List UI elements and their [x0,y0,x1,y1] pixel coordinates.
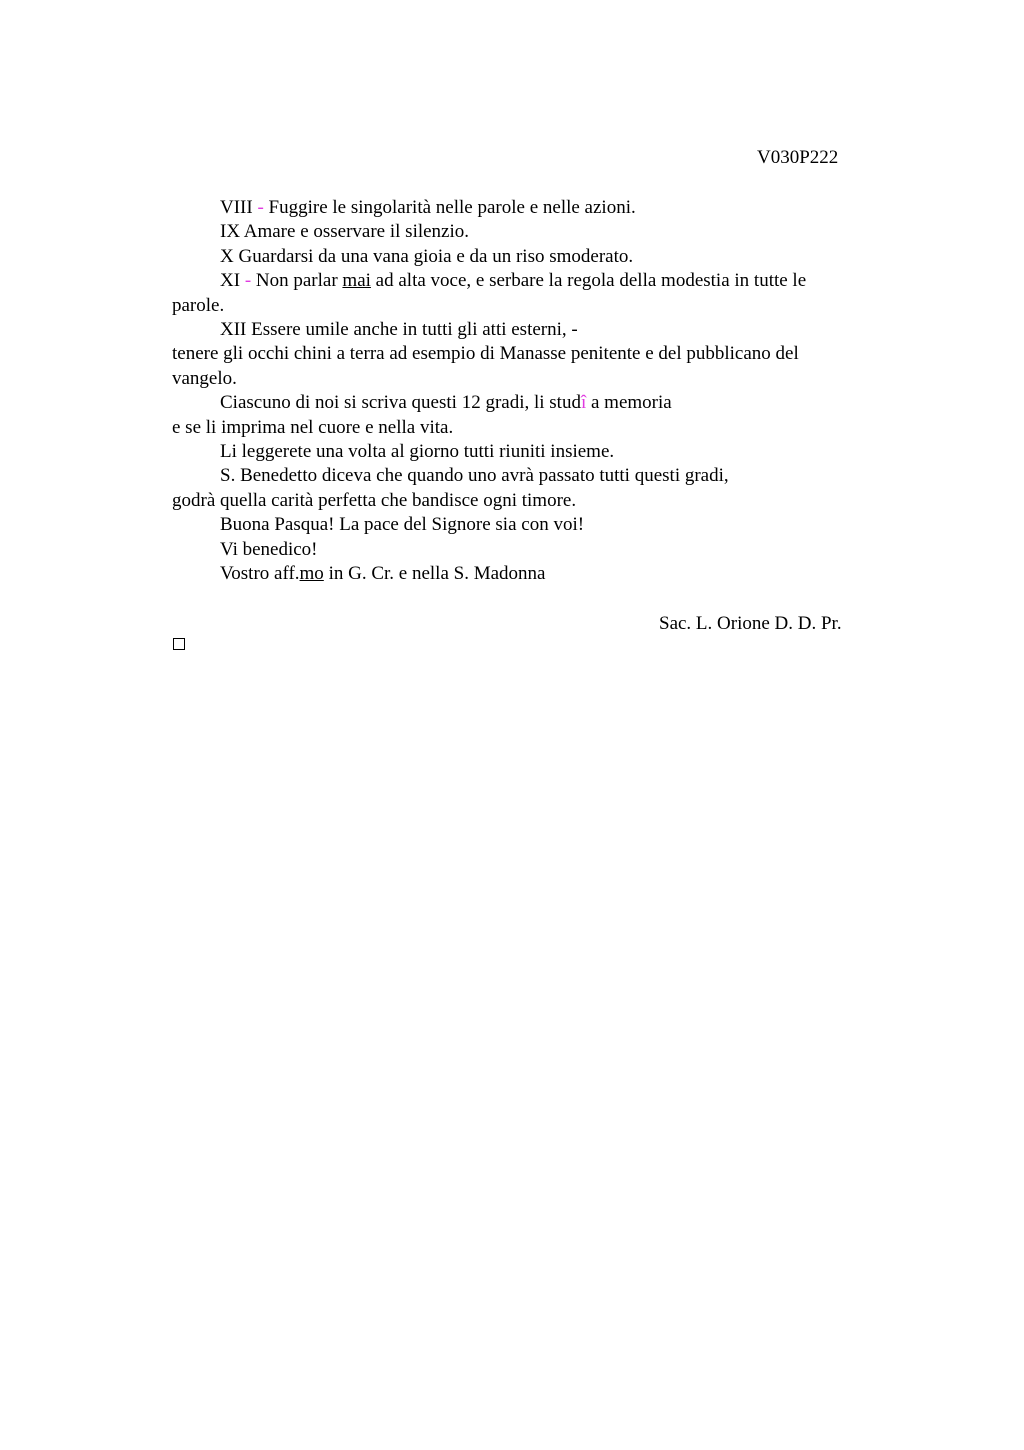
rule-10: X Guardarsi da una vana gioia e da un riso smoderato. [220,245,634,267]
rule-12-continuation-2: vangelo. [172,367,237,389]
rule-text-end: ad alta voce, e serbare la regola della modestia in tutte le [370,270,807,292]
rule-11-continuation: parole. [172,294,225,316]
underlined-abbreviation: mo [299,563,324,585]
editorial-dash: - [244,270,252,292]
benedetto-continuation: godrà quella carità perfetta che bandisce ogni timore. [172,489,577,511]
benedetto-paragraph: S. Benedetto diceva che quando uno avrà passato tutti questi gradi, [220,465,729,487]
end-marker-box [173,638,185,650]
instruction-text-end: a memoria [586,392,672,414]
editorial-mark: î [580,392,587,414]
instruction-continuation: e se li imprima nel cuore e nella vita. [172,416,454,438]
rule-11 [172,269,872,293]
page-reference: V030P222 [757,147,839,168]
closing-salutation [172,562,872,586]
editorial-dash: - [257,197,264,218]
instruction-text-start: Ciascuno di noi si scriva questi 12 gradi, li stud [220,392,581,414]
underlined-word: mai [342,270,371,292]
rule-number: VIII [220,197,253,218]
rule-number: XI [220,270,241,292]
closing-text-start: Vostro aff. [220,563,300,585]
signature: Sac. L. Orione D. D. Pr. [659,613,842,634]
rule-8 [172,196,872,220]
rule-text: Fuggire le singolarità nelle parole e nelle azioni. [268,197,636,218]
rule-text-start: Non parlar [255,270,343,292]
letter-body [172,196,872,587]
blessing: Vi benedico! [220,538,318,560]
closing-text-end: in G. Cr. e nella S. Madonna [323,563,546,585]
instruction-paragraph [172,391,872,415]
rule-12-continuation: tenere gli occhi chini a terra ad esempio di Manasse penitente e del pubblicano del [172,343,799,365]
rule-12: XII Essere umile anche in tutti gli atti esterni, - [220,319,578,341]
reading-paragraph: Li leggerete una volta al giorno tutti riuniti insieme. [220,441,615,463]
easter-greeting: Buona Pasqua! La pace del Signore sia con voi! [220,514,585,536]
rule-9: IX Amare e osservare il silenzio. [220,221,470,243]
